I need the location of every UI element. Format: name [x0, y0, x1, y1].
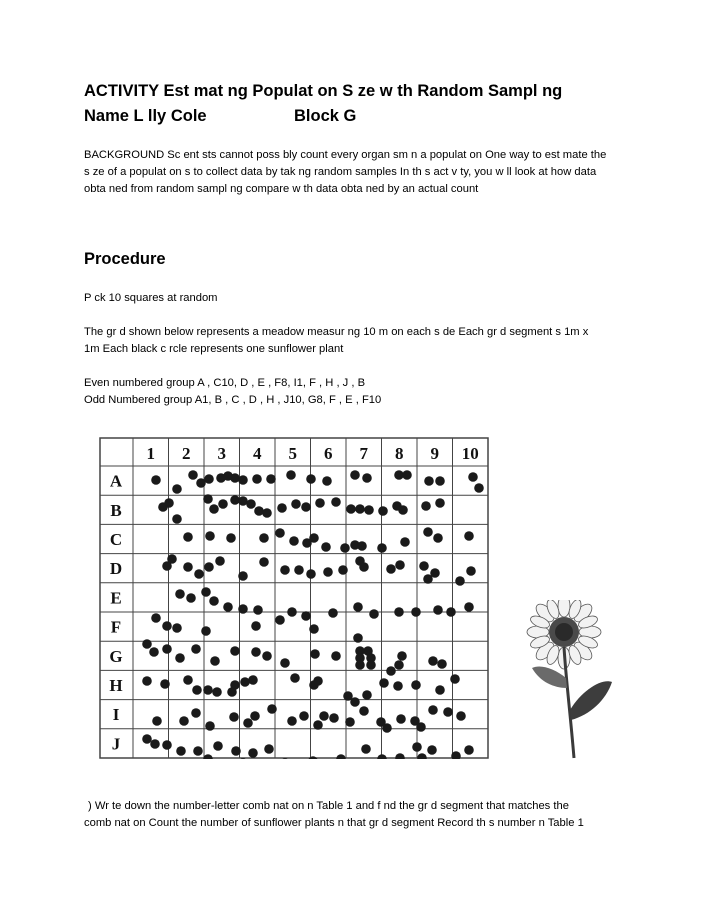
- sunflower-plant-dot: [192, 685, 202, 695]
- sunflower-plant-dot: [345, 717, 355, 727]
- sunflower-plant-dot: [435, 498, 445, 508]
- sunflower-plant-dot: [402, 470, 412, 480]
- grid-column-label: 5: [288, 444, 297, 463]
- sunflower-plant-dot: [252, 474, 262, 484]
- sunflower-plant-dot: [286, 470, 296, 480]
- sunflower-plant-dot: [306, 474, 316, 484]
- sunflower-plant-dot: [474, 483, 484, 493]
- activity-title: ACTIVITY Est mat ng Populat on S ze w th Random Sampl ng: [84, 82, 563, 100]
- sunflower-plant-dot: [204, 474, 214, 484]
- sunflower-plant-dot: [203, 685, 213, 695]
- sunflower-plant-dot: [362, 690, 372, 700]
- odd-group-list: Odd Numbered group A1, B , C , D , H , J10, G8, F , E , F10: [84, 394, 382, 406]
- sunflower-plant-dot: [411, 607, 421, 617]
- sunflower-plant-dot: [379, 678, 389, 688]
- sunflower-plant-dot: [231, 746, 241, 756]
- sunflower-plant-dot: [287, 716, 297, 726]
- sunflower-plant-dot: [230, 680, 240, 690]
- sunflower-plant-dot: [176, 746, 186, 756]
- background-line-2: s ze of a populat on s to collect data by tak ng random samples In th s act v ty, you w ll look at how data: [84, 166, 597, 178]
- sunflower-plant-dot: [355, 504, 365, 514]
- sunflower-plant-dot: [212, 687, 222, 697]
- sunflower-plant-dot: [394, 607, 404, 617]
- sunflower-plant-dot: [435, 685, 445, 695]
- sunflower-plant-dot: [172, 484, 182, 494]
- sunflower-plant-dot: [275, 615, 285, 625]
- sunflower-plant-dot: [183, 562, 193, 572]
- sunflower-plant-dot: [280, 565, 290, 575]
- sunflower-plant-dot: [366, 660, 376, 670]
- sunflower-plant-dot: [301, 502, 311, 512]
- grid-column-label: 7: [359, 444, 368, 463]
- instruction-line-1: ) Wr te down the number-letter comb nat on n Table 1 and f nd the gr d segment that matches the: [88, 800, 569, 812]
- sunflower-plant-dot: [336, 754, 346, 759]
- sunflower-plant-dot: [359, 706, 369, 716]
- instruction-line-2: comb nat on Count the number of sunflower plants n that gr d segment Record th s number n Table 1: [84, 817, 584, 829]
- sunflower-plant-dot: [238, 571, 248, 581]
- sunflower-plant-dot: [393, 681, 403, 691]
- sunflower-plant-dot: [266, 474, 276, 484]
- sunflower-plant-dot: [386, 564, 396, 574]
- grid-row-label: I: [112, 705, 120, 725]
- even-group-list: Even numbered group A , C10, D , E , F8, I1, F , H , J , B: [84, 377, 366, 389]
- sunflower-plant-dot: [398, 505, 408, 515]
- sunflower-plant-dot: [179, 716, 189, 726]
- sunflower-icon: [520, 600, 615, 760]
- sunflower-plant-dot: [162, 621, 172, 631]
- sunflower-plant-dot: [160, 679, 170, 689]
- sunflower-plant-dot: [421, 501, 431, 511]
- sunflower-plant-dot: [299, 711, 309, 721]
- sunflower-plant-dot: [310, 649, 320, 659]
- sunflower-plant-dot: [248, 748, 258, 758]
- sunflower-plant-dot: [313, 720, 323, 730]
- grid-row-label: J: [111, 734, 121, 754]
- sunflower-plant-dot: [346, 504, 356, 514]
- sunflower-plant-dot: [275, 528, 285, 538]
- sunflower-plant-dot: [290, 673, 300, 683]
- sunflower-plant-dot: [289, 536, 299, 546]
- sunflower-plant-dot: [259, 533, 269, 543]
- sunflower-plant-dot: [329, 713, 339, 723]
- sunflower-plant-dot: [205, 721, 215, 731]
- sunflower-plant-dot: [411, 680, 421, 690]
- sunflower-plant-dot: [172, 623, 182, 633]
- sunflower-plant-dot: [450, 674, 460, 684]
- sunflower-plant-dot: [331, 497, 341, 507]
- sunflower-plant-dot: [394, 660, 404, 670]
- sunflower-plant-dot: [309, 533, 319, 543]
- sunflower-plant-dot: [416, 722, 426, 732]
- grid-column-label: 3: [217, 444, 226, 463]
- sunflower-plant-dot: [209, 596, 219, 606]
- sunflower-plant-dot: [395, 560, 405, 570]
- sunflower-plant-dot: [338, 565, 348, 575]
- sunflower-plant-dot: [254, 506, 264, 516]
- sunflower-plant-dot: [424, 476, 434, 486]
- sunflower-plant-dot: [437, 659, 447, 669]
- sunflower-plant-dot: [357, 541, 367, 551]
- sunflower-plant-dot: [230, 473, 240, 483]
- sunflower-plant-dot: [262, 651, 272, 661]
- sunflower-plant-dot: [423, 527, 433, 537]
- sunflower-plant-dot: [210, 656, 220, 666]
- sunflower-plant-dot: [323, 567, 333, 577]
- sunflower-plant-dot: [162, 644, 172, 654]
- sunflower-plant-dot: [328, 608, 338, 618]
- sunflower-plant-dot: [193, 746, 203, 756]
- sunflower-plant-dot: [209, 504, 219, 514]
- sunflower-plant-dot: [353, 633, 363, 643]
- sunflower-plant-dot: [251, 621, 261, 631]
- sunflower-plant-dot: [162, 740, 172, 750]
- grid-column-label: 4: [253, 444, 262, 463]
- sunflower-plant-dot: [386, 666, 396, 676]
- sunflower-plant-dot: [464, 531, 474, 541]
- sunflower-plant-dot: [183, 532, 193, 542]
- grid-column-label: 1: [146, 444, 155, 463]
- sunflower-plant-dot: [243, 718, 253, 728]
- sunflower-plant-dot: [419, 561, 429, 571]
- sunflower-plant-dot: [262, 508, 272, 518]
- background-line-1: BACKGROUND Sc ent sts cannot poss bly count every organ sm n a populat on One way to est mate the: [84, 149, 607, 161]
- sunflower-plant-dot: [364, 505, 374, 515]
- sunflower-plant-dot: [455, 576, 465, 586]
- sunflower-plant-dot: [428, 705, 438, 715]
- sunflower-plant-dot: [306, 569, 316, 579]
- sunflower-plant-dot: [353, 602, 363, 612]
- sunflower-plant-dot: [350, 697, 360, 707]
- sunflower-plant-dot: [240, 677, 250, 687]
- sunflower-plant-dot: [223, 602, 233, 612]
- sunflower-plant-dot: [435, 476, 445, 486]
- sunflower-plant-dot: [369, 609, 379, 619]
- sunflower-plant-dot: [175, 589, 185, 599]
- sunflower-plant-dot: [150, 739, 160, 749]
- block-label: Block G: [294, 107, 357, 125]
- sunflower-plant-dot: [175, 653, 185, 663]
- sunflower-plant-dot: [191, 708, 201, 718]
- grid-row-label: C: [109, 530, 123, 549]
- sunflower-plant-dot: [267, 704, 277, 714]
- grid-row-label: B: [110, 500, 122, 520]
- sunflower-plant-dot: [362, 473, 372, 483]
- background-line-3: obta ned from random sampl ng compare w th data obta ned by an actual count: [84, 183, 479, 195]
- sunflower-plant-dot: [188, 470, 198, 480]
- sunflower-plant-dot: [427, 745, 437, 755]
- sunflower-plant-dot: [446, 607, 456, 617]
- sunflower-plant-dot: [253, 605, 263, 615]
- sunflower-plant-dot: [230, 646, 240, 656]
- sunflower-plant-dot: [433, 605, 443, 615]
- sunflower-plant-dot: [443, 707, 453, 717]
- sunflower-plant-dot: [201, 587, 211, 597]
- sunflower-plant-dot: [321, 542, 331, 552]
- sunflower-plant-dot: [400, 537, 410, 547]
- sunflower-plant-dot: [395, 753, 405, 759]
- sunflower-plant-dot: [229, 712, 239, 722]
- sunflower-plant-dot: [313, 676, 323, 686]
- sunflower-plant-dot: [464, 745, 474, 755]
- sunflower-plant-dot: [250, 711, 260, 721]
- sunflower-plant-dot: [430, 568, 440, 578]
- grid-column-label: 9: [430, 444, 439, 463]
- sunflower-plant-dot: [215, 556, 225, 566]
- grid-description-line-1: The gr d shown below represents a meadow measur ng 10 m on each s de Each gr d segment s 1m x: [84, 326, 589, 338]
- sunflower-plant-dot: [201, 626, 211, 636]
- sunflower-plant-dot: [203, 754, 213, 759]
- sunflower-plant-dot: [238, 475, 248, 485]
- sunflower-plant-dot: [456, 711, 466, 721]
- sunflower-plant-dot: [194, 569, 204, 579]
- sunflower-plant-dot: [183, 675, 193, 685]
- sunflower-plant-dot: [397, 651, 407, 661]
- grid-column-label: 10: [461, 444, 479, 463]
- sunflower-plant-dot: [361, 744, 371, 754]
- sunflower-plant-dot: [377, 543, 387, 553]
- grid-column-label: 8: [395, 444, 404, 463]
- sunflower-plant-dot: [151, 475, 161, 485]
- grid-row-label: E: [110, 588, 122, 608]
- sunflower-plant-dot: [280, 658, 290, 668]
- sunflower-plant-dot: [309, 624, 319, 634]
- sunflower-plant-dot: [359, 562, 369, 572]
- sunflower-plant-dot: [294, 565, 304, 575]
- sunflower-plant-dot: [466, 566, 476, 576]
- sunflower-plant-dot: [152, 716, 162, 726]
- sunflower-plant-dot: [291, 499, 301, 509]
- grid-row-label: A: [109, 471, 123, 491]
- grid-row-label: F: [110, 617, 122, 637]
- sunflower-plant-dot: [167, 554, 177, 564]
- sunflower-plant-dot: [191, 644, 201, 654]
- sunflower-plant-dot: [203, 494, 213, 504]
- sunflower-plant-dot: [226, 533, 236, 543]
- sunflower-plant-dot: [433, 533, 443, 543]
- sunflower-plant-dot: [301, 611, 311, 621]
- sunflower-plant-dot: [322, 476, 332, 486]
- sunflower-plant-dot: [412, 742, 422, 752]
- sunflower-plant-dot: [164, 498, 174, 508]
- grid-description-line-2: 1m Each black c rcle represents one sunflower plant: [84, 343, 344, 355]
- sunflower-plant-dot: [264, 744, 274, 754]
- grid-row-label: D: [109, 559, 123, 579]
- sunflower-plant-dot: [277, 503, 287, 513]
- meadow-grid: [99, 437, 491, 759]
- sunflower-plant-dot: [172, 514, 182, 524]
- sunflower-plant-dot: [417, 753, 427, 759]
- sunflower-plant-dot: [205, 531, 215, 541]
- sunflower-plant-dot: [428, 656, 438, 666]
- sunflower-plant-dot: [246, 499, 256, 509]
- sunflower-plant-dot: [340, 543, 350, 553]
- grid-row-label: H: [109, 676, 123, 695]
- sunflower-plant-dot: [319, 711, 329, 721]
- sunflower-plant-dot: [151, 613, 161, 623]
- sunflower-plant-dot: [142, 639, 152, 649]
- student-name: Name L lly Cole: [84, 107, 207, 125]
- sunflower-plant-dot: [468, 472, 478, 482]
- grid-column-label: 6: [324, 444, 333, 463]
- grid-row-label: G: [109, 646, 123, 666]
- sunflower-plant-dot: [350, 470, 360, 480]
- pick-instruction: P ck 10 squares at random: [84, 292, 218, 304]
- sunflower-plant-dot: [213, 741, 223, 751]
- sunflower-plant-dot: [464, 602, 474, 612]
- sunflower-plant-dot: [149, 647, 159, 657]
- sunflower-plant-dot: [204, 562, 214, 572]
- sunflower-plant-dot: [259, 557, 269, 567]
- sunflower-plant-dot: [287, 607, 297, 617]
- procedure-heading: Procedure: [84, 250, 166, 268]
- sunflower-plant-dot: [378, 506, 388, 516]
- sunflower-plant-dot: [382, 723, 392, 733]
- sunflower-plant-dot: [355, 660, 365, 670]
- sunflower-plant-dot: [251, 647, 261, 657]
- sunflower-plant-dot: [142, 734, 152, 744]
- sunflower-plant-dot: [377, 754, 387, 759]
- grid-column-label: 2: [182, 444, 191, 463]
- sunflower-plant-dot: [142, 676, 152, 686]
- sunflower-plant-dot: [218, 499, 228, 509]
- sunflower-plant-dot: [396, 714, 406, 724]
- sunflower-plant-dot: [315, 498, 325, 508]
- sunflower-plant-dot: [248, 675, 258, 685]
- sunflower-plant-dot: [238, 604, 248, 614]
- sunflower-plant-dot: [331, 651, 341, 661]
- sunflower-plant-dot: [308, 756, 318, 759]
- sunflower-plant-dot: [186, 593, 196, 603]
